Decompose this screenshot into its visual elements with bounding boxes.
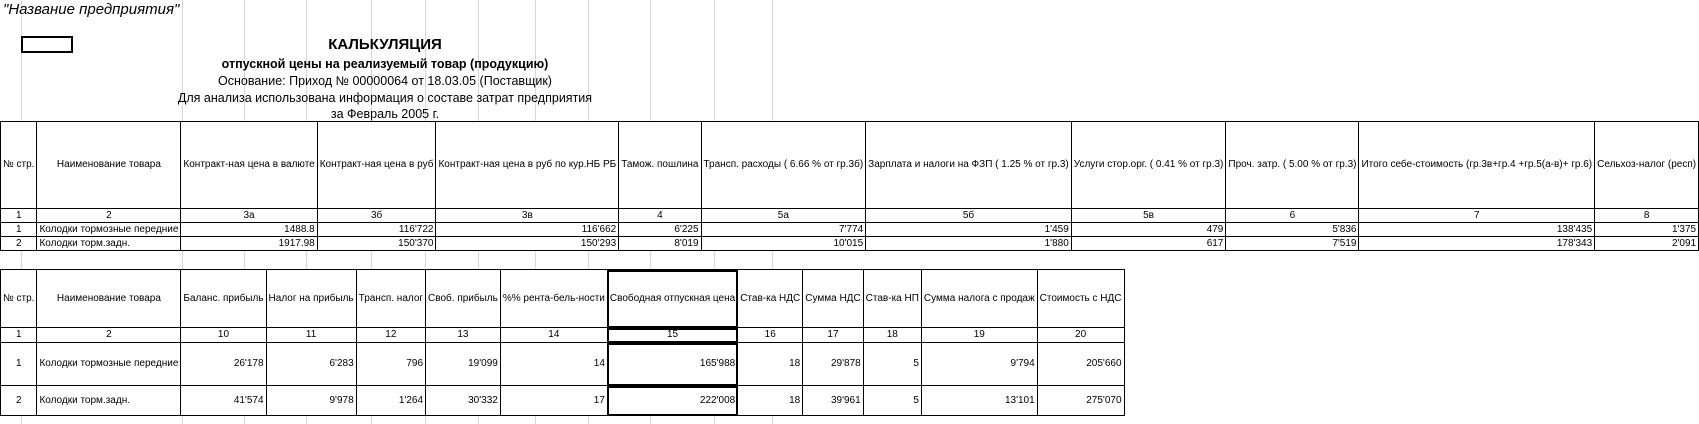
calc-table-2 — [0, 269, 1125, 416]
header-cell[interactable]: Сумма налога с продаж — [921, 270, 1037, 328]
column-number[interactable]: 3в — [436, 209, 619, 223]
column-number[interactable]: 5б — [866, 209, 1072, 223]
data-cell[interactable]: 41'574 — [181, 386, 266, 416]
data-cell[interactable]: 9'978 — [266, 386, 356, 416]
column-number[interactable]: 4 — [619, 209, 701, 223]
product-name[interactable]: Колодки тормозные передние — [37, 223, 181, 237]
data-cell[interactable]: 8'019 — [619, 237, 701, 251]
column-number[interactable]: 13 — [426, 328, 501, 343]
data-cell[interactable]: 7'774 — [701, 223, 866, 237]
company-name[interactable]: "Название предприятия" — [3, 1, 180, 18]
column-number[interactable]: 6 — [1226, 209, 1359, 223]
data-cell[interactable]: 138'435 — [1359, 223, 1595, 237]
header-cell[interactable]: Сумма НДС — [803, 270, 863, 328]
data-cell[interactable]: 5'836 — [1226, 223, 1359, 237]
header-cell[interactable]: Итого себе-стоимость (гр.3в+гр.4 +гр.5(а-в)+ гр.6) — [1359, 122, 1595, 209]
data-cell[interactable]: 479 — [1071, 223, 1226, 237]
column-number[interactable]: 15 — [607, 328, 737, 343]
calc-table-1 — [0, 121, 1699, 251]
data-cell[interactable]: 5 — [863, 386, 921, 416]
product-name[interactable]: Колодки тормозные передние — [37, 343, 181, 386]
header-cell[interactable]: Трансп. налог — [356, 270, 425, 328]
header-cell[interactable]: Тамож. пошлина — [619, 122, 701, 209]
doc-period: за Февраль 2005 г. — [330, 107, 440, 121]
data-cell[interactable]: 617 — [1071, 237, 1226, 251]
data-cell[interactable]: 222'008 — [607, 386, 737, 416]
row-number[interactable]: 1 — [1, 343, 37, 386]
data-cell[interactable]: 1'880 — [866, 237, 1072, 251]
header-cell[interactable]: Стоимость с НДС — [1037, 270, 1124, 328]
column-number[interactable]: 1 — [1, 328, 37, 343]
data-cell[interactable]: 1'375 — [1595, 223, 1699, 237]
data-cell[interactable]: 29'878 — [803, 343, 863, 386]
header-cell[interactable]: Сельхоз-налог (респ) — [1595, 122, 1699, 209]
data-cell[interactable]: 796 — [356, 343, 425, 386]
data-cell[interactable]: 7'519 — [1226, 237, 1359, 251]
data-cell[interactable]: 150'370 — [317, 237, 436, 251]
row-number[interactable]: 2 — [1, 386, 37, 416]
data-cell[interactable]: 17 — [500, 386, 607, 416]
data-cell[interactable]: 39'961 — [803, 386, 863, 416]
data-cell[interactable]: 6'225 — [619, 223, 701, 237]
column-number[interactable]: 14 — [500, 328, 607, 343]
data-cell[interactable]: 116'722 — [317, 223, 436, 237]
data-cell[interactable]: 30'332 — [426, 386, 501, 416]
column-number[interactable]: 19 — [921, 328, 1037, 343]
column-number[interactable]: 8 — [1595, 209, 1699, 223]
header-cell[interactable]: Контракт-ная цена в руб — [317, 122, 436, 209]
column-number[interactable]: 20 — [1037, 328, 1124, 343]
data-cell[interactable]: 18 — [738, 343, 803, 386]
column-number[interactable]: 16 — [738, 328, 803, 343]
header-cell[interactable]: Контракт-ная цена в руб по кур.НБ РБ — [436, 122, 619, 209]
header-cell[interactable]: Наименование товара — [37, 270, 181, 328]
row-number[interactable]: 1 — [1, 223, 37, 237]
doc-subtitle: отпускной цены на реализуемый товар (продукцию) — [221, 57, 549, 71]
data-cell[interactable]: 13'101 — [921, 386, 1037, 416]
data-cell[interactable]: 18 — [738, 386, 803, 416]
header-cell[interactable]: № стр. — [1, 122, 37, 209]
column-number[interactable]: 12 — [356, 328, 425, 343]
header-cell[interactable]: Свободная отпускная цена — [607, 270, 737, 328]
header-cell[interactable]: %% рента-бель-ности — [500, 270, 607, 328]
product-name[interactable]: Колодки торм.задн. — [37, 386, 181, 416]
data-cell[interactable]: 116'662 — [436, 223, 619, 237]
data-cell[interactable]: 5 — [863, 343, 921, 386]
column-number[interactable]: 18 — [863, 328, 921, 343]
header-cell[interactable]: Трансп. расходы ( 6.66 % от гр.3б) — [701, 122, 866, 209]
data-cell[interactable]: 205'660 — [1037, 343, 1124, 386]
header-cell[interactable]: Налог на прибыль — [266, 270, 356, 328]
header-cell[interactable]: Своб. прибыль — [426, 270, 501, 328]
data-cell[interactable]: 19'099 — [426, 343, 501, 386]
column-number[interactable]: 17 — [803, 328, 863, 343]
data-cell[interactable]: 275'070 — [1037, 386, 1124, 416]
header-cell[interactable]: Баланс. прибыль — [181, 270, 266, 328]
column-number[interactable]: 5а — [701, 209, 866, 223]
column-number[interactable]: 5в — [1071, 209, 1226, 223]
data-cell[interactable]: 2'091 — [1595, 237, 1699, 251]
column-number[interactable]: 2 — [37, 209, 181, 223]
product-name[interactable]: Колодки торм.задн. — [37, 237, 181, 251]
data-cell[interactable]: 1917.98 — [181, 237, 317, 251]
header-cell[interactable]: Зарплата и налоги на ФЗП ( 1.25 % от гр.3) — [866, 122, 1072, 209]
column-number[interactable]: 11 — [266, 328, 356, 343]
doc-info: Для анализа использована информация о составе затрат предприятия — [177, 91, 593, 105]
data-cell[interactable]: 9'794 — [921, 343, 1037, 386]
data-cell[interactable]: 1488.8 — [181, 223, 317, 237]
data-cell[interactable]: 26'178 — [181, 343, 266, 386]
column-number[interactable]: 3б — [317, 209, 436, 223]
header-cell[interactable]: Наименование товара — [37, 122, 181, 209]
data-cell[interactable]: 178'343 — [1359, 237, 1595, 251]
data-cell[interactable]: 1'459 — [866, 223, 1072, 237]
data-cell[interactable]: 10'015 — [701, 237, 866, 251]
doc-title: КАЛЬКУЛЯЦИЯ — [328, 36, 442, 53]
header-cell[interactable]: Став-ка НП — [863, 270, 921, 328]
header-cell[interactable]: Став-ка НДС — [738, 270, 803, 328]
column-number[interactable]: 1 — [1, 209, 37, 223]
column-number[interactable]: 10 — [181, 328, 266, 343]
column-number[interactable]: 3а — [181, 209, 317, 223]
header-cell[interactable]: Услуги стор.орг. ( 0.41 % от гр.3) — [1071, 122, 1226, 209]
header-cell[interactable]: Проч. затр. ( 5.00 % от гр.3) — [1226, 122, 1359, 209]
data-cell[interactable]: 14 — [500, 343, 607, 386]
data-cell[interactable]: 6'283 — [266, 343, 356, 386]
row-number[interactable]: 2 — [1, 237, 37, 251]
data-cell[interactable]: 1'264 — [356, 386, 425, 416]
data-cell[interactable]: 165'988 — [607, 343, 737, 386]
column-number[interactable]: 7 — [1359, 209, 1595, 223]
header-cell[interactable]: № стр. — [1, 270, 37, 328]
data-cell[interactable]: 150'293 — [436, 237, 619, 251]
column-number[interactable]: 2 — [37, 328, 181, 343]
doc-basis: Основание: Приход № 00000064 от 18.03.05 (Поставщик) — [218, 74, 552, 88]
header-cell[interactable]: Контракт-ная цена в валюте — [181, 122, 317, 209]
